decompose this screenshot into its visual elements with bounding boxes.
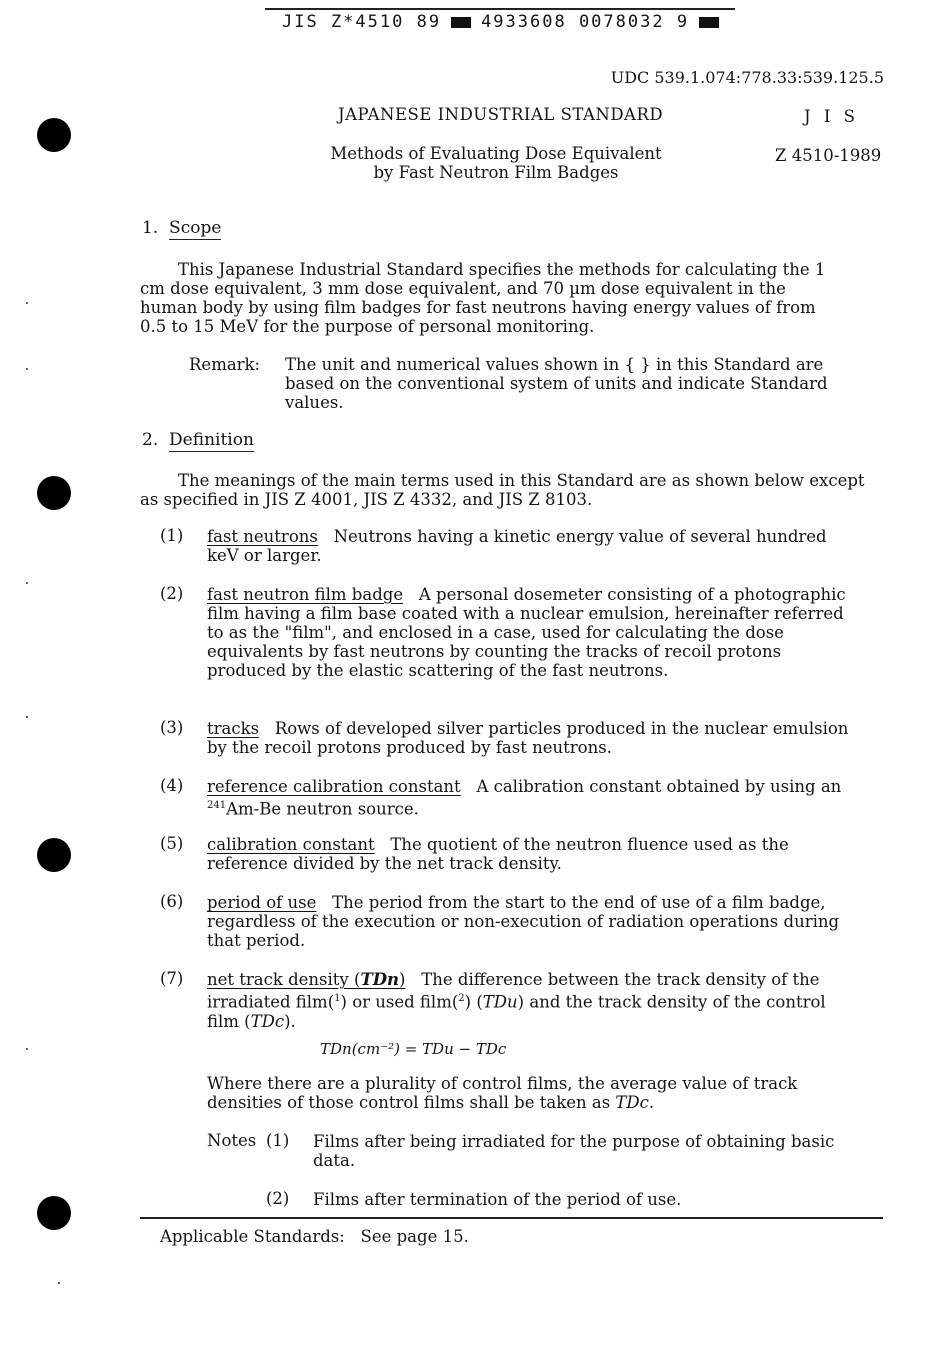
defined-term: period of use xyxy=(207,893,317,912)
document-number: Z 4510-1989 xyxy=(775,146,882,165)
definition-item xyxy=(207,777,857,819)
document-code xyxy=(282,12,729,32)
header-rule xyxy=(265,8,735,10)
binder-hole xyxy=(37,118,71,152)
definition-text: ). xyxy=(284,1011,296,1031)
udc-number: UDC 539.1.074:778.33:539.125.5 xyxy=(610,68,884,87)
definition-text: The difference between the track density of the irradiated film( xyxy=(207,970,820,1012)
section-number: 1. xyxy=(142,218,159,238)
definition-text: A calibration constant obtained by using an xyxy=(476,777,842,796)
code-right: 4933608 0078032 9 xyxy=(481,12,690,32)
plurality-paragraph xyxy=(207,1074,872,1112)
document-title xyxy=(290,144,702,182)
item-number: (3) xyxy=(160,718,184,737)
definition-text: The quotient of the neutron fluence used as the reference divided by the net track density. xyxy=(207,835,789,873)
definition-text: The period from the start to the end of use of a film badge, regardless of the execution or non-execution of radiation operations during that period. xyxy=(207,893,840,950)
barcode-mark xyxy=(451,17,471,28)
standard-title: JAPANESE INDUSTRIAL STANDARD xyxy=(338,105,664,124)
defined-term: tracks xyxy=(207,719,260,738)
formula: TDn(cm⁻²) = TDu − TDc xyxy=(320,1040,507,1058)
note-number: (2) xyxy=(266,1189,290,1208)
title-line-1: Methods of Evaluating Dose Equivalent xyxy=(330,144,662,163)
definition-intro: The meanings of the main terms used in this Standard are as shown below except as specified in JIS Z 4001, JIS Z 4332, and JIS Z 8103. xyxy=(140,471,865,509)
speck xyxy=(26,1048,28,1050)
defined-term: fast neutrons xyxy=(207,527,318,546)
paragraph-text: Where there are a plurality of control films, the average value of track densities of those control films shall be taken as xyxy=(207,1074,798,1112)
definition-item xyxy=(207,719,857,757)
item-number: (5) xyxy=(160,834,184,853)
definition-text: Neutrons having a kinetic energy value of several hundred keV or larger. xyxy=(207,527,827,565)
definition-text: ) and the track density of the control film ( xyxy=(207,992,826,1031)
definition-item xyxy=(207,835,857,873)
isotope-superscript: 241 xyxy=(207,800,227,811)
definition-text: ) ( xyxy=(464,992,483,1012)
speck xyxy=(26,302,28,304)
speck xyxy=(58,1282,60,1284)
notes-label: Notes xyxy=(207,1131,257,1150)
variable: TDu xyxy=(482,992,518,1012)
section-title: Scope xyxy=(169,218,222,238)
item-number: (7) xyxy=(160,969,184,988)
note-number: (1) xyxy=(266,1131,290,1150)
title-line-2: by Fast Neutron Film Badges xyxy=(373,163,619,182)
barcode-mark xyxy=(699,17,719,28)
definition-text: A personal dosemeter consisting of a photographic film having a film base coated with a nuclear emulsion, hereinafter referred to as the "film", and enclosed in a case, used for calculating the dose equivalents by fast neutrons by counting the tracks of recoil protons produced by the elastic scattering of the fast neutrons. xyxy=(207,585,846,680)
term-variable: TDn xyxy=(360,970,400,989)
binder-hole xyxy=(37,1196,71,1230)
code-left: JIS Z*4510 89 xyxy=(282,12,442,32)
item-number: (2) xyxy=(160,584,184,603)
section-number: 2. xyxy=(142,430,159,450)
definition-text: Am-Be neutron source. xyxy=(226,799,419,819)
section-definition-heading xyxy=(142,430,254,450)
definition-item xyxy=(207,970,857,1031)
remark-text: The unit and numerical values shown in { } in this Standard are based on the conventional system of units and indicate Standard values. xyxy=(285,355,828,412)
applicable-standards xyxy=(160,1227,469,1246)
note-ref: 2 xyxy=(458,993,465,1004)
definition-item xyxy=(207,585,857,680)
term-close: ) xyxy=(399,970,406,989)
item-number: (6) xyxy=(160,892,184,911)
definition-text: ) or used film( xyxy=(340,992,459,1012)
remark-label: Remark: xyxy=(189,355,261,374)
scope-paragraph: This Japanese Industrial Standard specifies the methods for calculating the 1 cm dose equivalent, 3 mm dose equivalent, and 70 µm dose equivalent in the human body by using film badges for fast neutrons having energy values of from 0.5 to 15 MeV for the purpose of personal monitoring. xyxy=(140,260,826,336)
note-ref: 1 xyxy=(334,993,341,1004)
footer-label: Applicable Standards: xyxy=(160,1227,345,1246)
defined-term: calibration constant xyxy=(207,835,375,854)
section-title: Definition xyxy=(169,430,254,450)
definition-text: Rows of developed silver particles produced in the nuclear emulsion by the recoil protons produced by fast neutrons. xyxy=(207,719,849,757)
item-number: (4) xyxy=(160,776,184,795)
footer-rule xyxy=(140,1217,883,1219)
item-number: (1) xyxy=(160,526,184,545)
speck xyxy=(26,368,28,370)
term-text: net track density ( xyxy=(207,970,361,989)
binder-hole xyxy=(37,838,71,872)
binder-hole xyxy=(37,476,71,510)
speck xyxy=(26,582,28,584)
jis-label: J I S xyxy=(804,107,859,126)
footer-text: See page 15. xyxy=(360,1227,469,1246)
variable: TDc xyxy=(250,1011,285,1031)
note-text: Films after termination of the period of use. xyxy=(313,1190,682,1209)
definition-item xyxy=(207,527,857,565)
paragraph-end: . xyxy=(648,1093,655,1112)
defined-term: fast neutron film badge xyxy=(207,585,404,604)
variable: TDc xyxy=(615,1093,649,1112)
defined-term xyxy=(207,970,405,989)
section-scope-heading xyxy=(142,218,221,238)
definition-item xyxy=(207,893,857,950)
note-text: Films after being irradiated for the purpose of obtaining basic data. xyxy=(313,1132,835,1170)
defined-term: reference calibration constant xyxy=(207,777,461,796)
speck xyxy=(26,716,28,718)
